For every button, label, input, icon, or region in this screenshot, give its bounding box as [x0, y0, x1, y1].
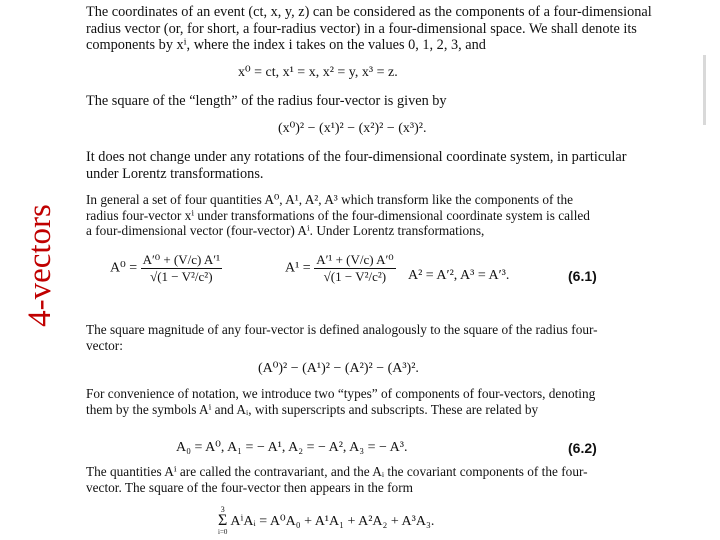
a1-numerator: A′¹ + (V/c) A′⁰	[316, 252, 394, 267]
scan-artifact	[703, 55, 706, 125]
summation	[218, 506, 227, 536]
equation-sum	[218, 506, 434, 536]
equation-lowered-components: A₀ = A⁰, A₁ = − A¹, A₂ = − A², A₃ = − A³.	[176, 440, 408, 455]
equation-square-magnitude: (A⁰)² − (A¹)² − (A²)² − (A³)².	[258, 361, 419, 376]
paragraph-four-vector-def: In general a set of four quantities A⁰, A¹, A², A³ which transform like the components of the radius four-vector xⁱ under transformations of the four-dimensional coordinate system is called a four-dimensional vector (four-vector) Aⁱ. Under Lorentz transformations,	[86, 192, 590, 238]
a0-numerator: A′⁰ + (V/c) A′¹	[142, 252, 220, 267]
sum-upper-limit: 3	[220, 505, 225, 514]
equation-lorentz-a1	[285, 252, 396, 285]
slide-title-text: 4-vectors	[21, 203, 58, 327]
equation-lorentz-rest: A² = A′², A³ = A′³.	[408, 268, 510, 283]
slide-title	[20, 175, 60, 355]
paragraph-coordinates: The coordinates of an event (ct, x, y, z) can be considered as the components of a four-dimensional radius vector (or, for short, a four-radius vector) in a four-dimensional space. We shall denote its components by xⁱ, where the index i takes on the values 0, 1, 2, 3, and	[86, 4, 652, 53]
paragraph-length: The square of the “length” of the radius four-vector is given by	[86, 93, 447, 109]
paragraph-contravariant: The quantities Aⁱ are called the contravariant, and the Aᵢ the covariant components of the four-vector. The square of the four-vector then appears in the form	[86, 464, 588, 495]
a1-lhs: A¹ =	[285, 260, 311, 276]
sum-lower-limit: i=0	[218, 528, 228, 536]
paragraph-square-magnitude: The square magnitude of any four-vector is defined analogously to the square of the radius four-vector:	[86, 322, 598, 353]
equation-lorentz-a0	[110, 252, 222, 285]
a1-denominator: √(1 − V²/c²)	[323, 269, 387, 284]
equation-number-6-1: (6.1)	[568, 268, 597, 284]
equation-number-6-2: (6.2)	[568, 440, 597, 456]
a1-fraction	[314, 252, 395, 285]
paragraph-notation: For convenience of notation, we introduce two “types” of components of four-vectors, denoting them by the symbols Aⁱ and Aᵢ, with superscripts and subscripts. These are related by	[86, 386, 596, 417]
sum-expression: AⁱAᵢ = A⁰A₀ + A¹A₁ + A²A₂ + A³A₃.	[230, 513, 435, 529]
paragraph-invariance: It does not change under any rotations of the four-dimensional coordinate system, in particular under Lorentz transformations.	[86, 149, 627, 182]
a0-lhs: A⁰ =	[110, 260, 138, 276]
sigma-icon: Σ	[218, 512, 228, 529]
a0-fraction	[141, 252, 222, 285]
equation-length: (x⁰)² − (x¹)² − (x²)² − (x³)².	[278, 121, 427, 136]
equation-coordinates: x⁰ = ct, x¹ = x, x² = y, x³ = z.	[238, 65, 398, 80]
a0-denominator: √(1 − V²/c²)	[150, 269, 213, 284]
